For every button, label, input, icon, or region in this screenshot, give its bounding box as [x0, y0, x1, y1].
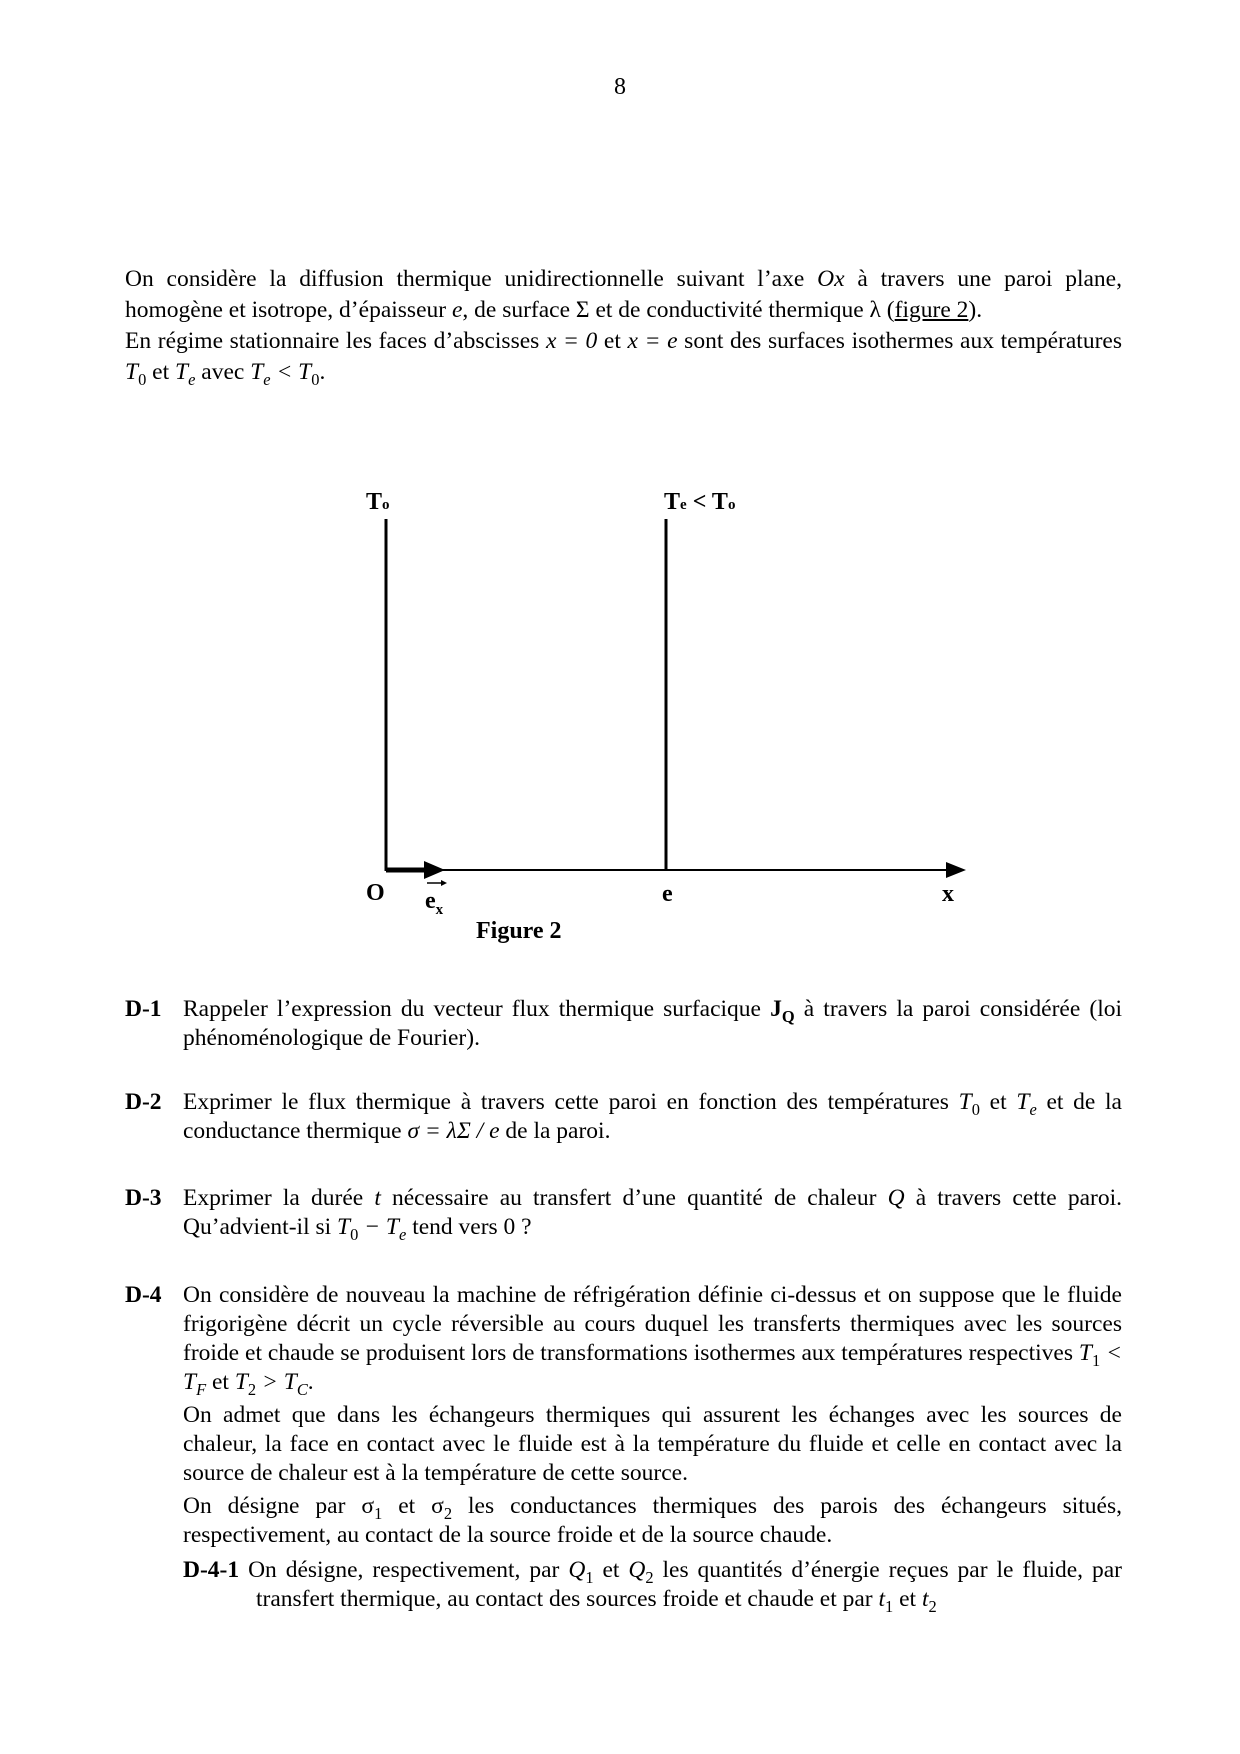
label-x: x [942, 881, 954, 907]
label-T0: To [366, 489, 390, 515]
question-d2: D-2 Exprimer le flux thermique à travers cette paroi en fonction des températures $T_0$ et $T_e$ et de la conductance thermique σ = λΣ / e de la paroi. [125, 1089, 1122, 1144]
question-id: D-2 [125, 1089, 162, 1115]
question-id: D-4-1 [183, 1557, 240, 1583]
question-id: D-3 [125, 1185, 162, 1211]
ex-vector-bar-tip [441, 880, 447, 886]
figure-caption: Figure 2 [476, 918, 562, 944]
d4-paragraph-1: On considère de nouveau la machine de réfrigération définie ci-dessus et on suppose que le fluide frigorigène décrit un cycle réversible au cours duquel les transferts thermiques avec les sources froide et chaude se produisent lors de transformations isothermes aux températures respectives $T_1 < T_F$ et $T_2 > T_C$. [183, 1282, 1123, 1399]
page-number: 8 [614, 74, 626, 100]
intro-paragraph-2: En régime stationnaire les faces d’abscisses x = 0 et x = e sont des surfaces isothermes aux températures $T_0$ et $T_e$ avec $T_e < T_0$. [125, 328, 1122, 389]
figure-2-link[interactable]: figure 2 [894, 297, 969, 323]
label-Te-lt-T0: Te < To [664, 489, 736, 515]
question-d1: D-1 Rappeler l’expression du vecteur flux thermique surfacique $J_Q$ à travers la paroi considérée (loi phénoménologique de Fourier). [125, 996, 1123, 1051]
question-d3: D-3 Exprimer la durée t nécessaire au transfert d’une quantité de chaleur Q à travers cette paroi. Qu’advient-il si $T_0 - T_e$ tend vers 0 ? [125, 1185, 1122, 1244]
question-d4-1: D-4-1 On désigne, respectivement, par $Q_1$ et $Q_2$ les quantités d’énergie reçues par le fluide, par transfert thermique, au contact des sources froide et chaude et par $t_1$ et $t_2$ [183, 1557, 1122, 1616]
question-id: D-1 [125, 996, 162, 1022]
question-d4 [125, 1281, 1122, 1614]
d4-paragraph-2: On admet que dans les échangeurs thermiques qui assurent les échanges avec les sources de chaleur, la face en contact avec le fluide est à la température du fluide et celle en contact avec la source de chaleur est à la température de cette source. [183, 1402, 1122, 1486]
label-ex: $e_x$ [425, 888, 444, 918]
label-origin: O [366, 880, 385, 906]
unit-vector-arrowhead [424, 861, 445, 879]
d4-paragraph-3: On désigne par $\sigma_1$ et $\sigma_2$ les conductances thermiques des parois des échangeurs situés, respectivement, au contact de la source froide et de la source chaude. [183, 1493, 1123, 1548]
question-id: D-4 [125, 1282, 162, 1308]
label-e: e [662, 881, 673, 907]
x-axis-arrowhead [946, 862, 966, 878]
intro-paragraph-1: On considère la diffusion thermique unidirectionnelle suivant l’axe Ox à travers une paroi plane, homogène et isotrope, d’épaisseur e, de surface Σ et de conductivité thermique λ (figure 2). [125, 266, 1122, 323]
